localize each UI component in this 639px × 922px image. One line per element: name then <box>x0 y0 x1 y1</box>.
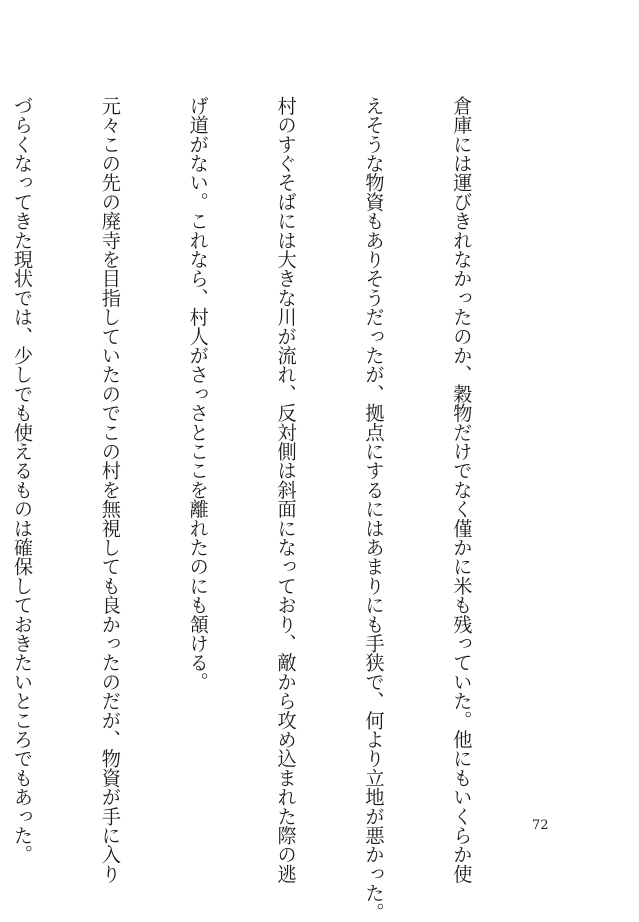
text-line: 倉庫には運びきれなかったのか、穀物だけでなく僅かに米も残っていた。他にもいくらか使 <box>450 96 474 884</box>
text-line: げ道がない。これなら、村人がさっさとここを離れたのにも頷ける。 <box>186 96 210 692</box>
text-line: 元々この先の廃寺を目指していたのでこの村を無視しても良かったのだが、物資が手に入り <box>98 96 122 884</box>
text-line: 村のすぐそばには大きな川が流れ、反対側は斜面になっており、敵から攻め込まれた際の逃 <box>274 96 298 884</box>
text-line: えそうな物資もありそうだったが、拠点にするにはあまりにも手狭で、何より立地が悪かった。 <box>362 96 386 922</box>
page-number: 72 <box>532 818 549 833</box>
vertical-text-body <box>0 96 535 922</box>
text-line: づらくなってきた現状では、少しでも使えるものは確保しておきたいところでもあった。 <box>10 96 34 864</box>
